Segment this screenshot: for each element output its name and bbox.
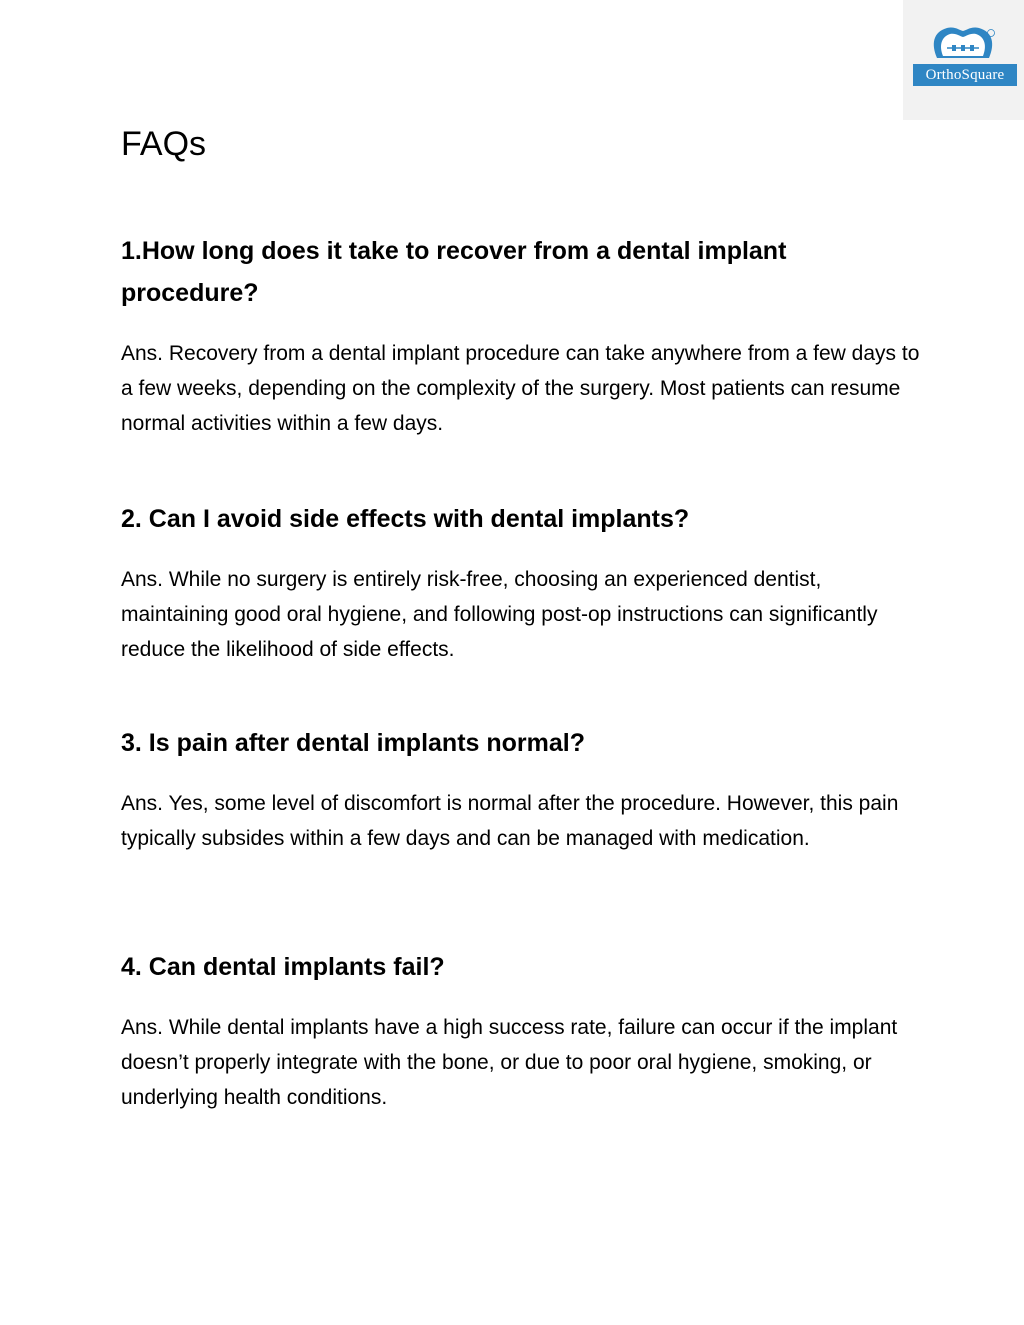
logo-wordmark: OrthoSquare: [913, 64, 1017, 86]
faq-question: 4. Can dental implants fail?: [121, 953, 445, 981]
faq-item: [121, 946, 921, 1115]
page-title: FAQs: [121, 125, 207, 163]
orthosquare-logo: [903, 0, 1024, 120]
faq-item: [121, 498, 921, 667]
faq-question: 2. Can I avoid side effects with dental implants?: [121, 505, 690, 533]
faq-item: [121, 230, 921, 441]
faq-item: [121, 722, 921, 856]
faq-answer: Ans. Yes, some level of discomfort is normal after the procedure. However, this pain typically subsides within a few days and can be managed with medication.: [121, 792, 899, 850]
tooth-logo-icon: [903, 0, 1024, 120]
faq-answer: Ans. While no surgery is entirely risk-free, choosing an experienced dentist, maintaining good oral hygiene, and following post-op instructions can significantly reduce the likelihood of side effects.: [121, 568, 878, 661]
faq-question: 1.How long does it take to recover from a dental implant procedure?: [121, 237, 787, 307]
faq-question: 3. Is pain after dental implants normal?: [121, 729, 585, 757]
faq-answer: Ans. While dental implants have a high success rate, failure can occur if the implant doesn’t properly integrate with the bone, or due to poor oral hygiene, smoking, or underlying health conditions.: [121, 1016, 898, 1109]
faq-answer: Ans. Recovery from a dental implant procedure can take anywhere from a few days to a few weeks, depending on the complexity of the surgery. Most patients can resume normal activities within a few days.: [121, 342, 920, 435]
